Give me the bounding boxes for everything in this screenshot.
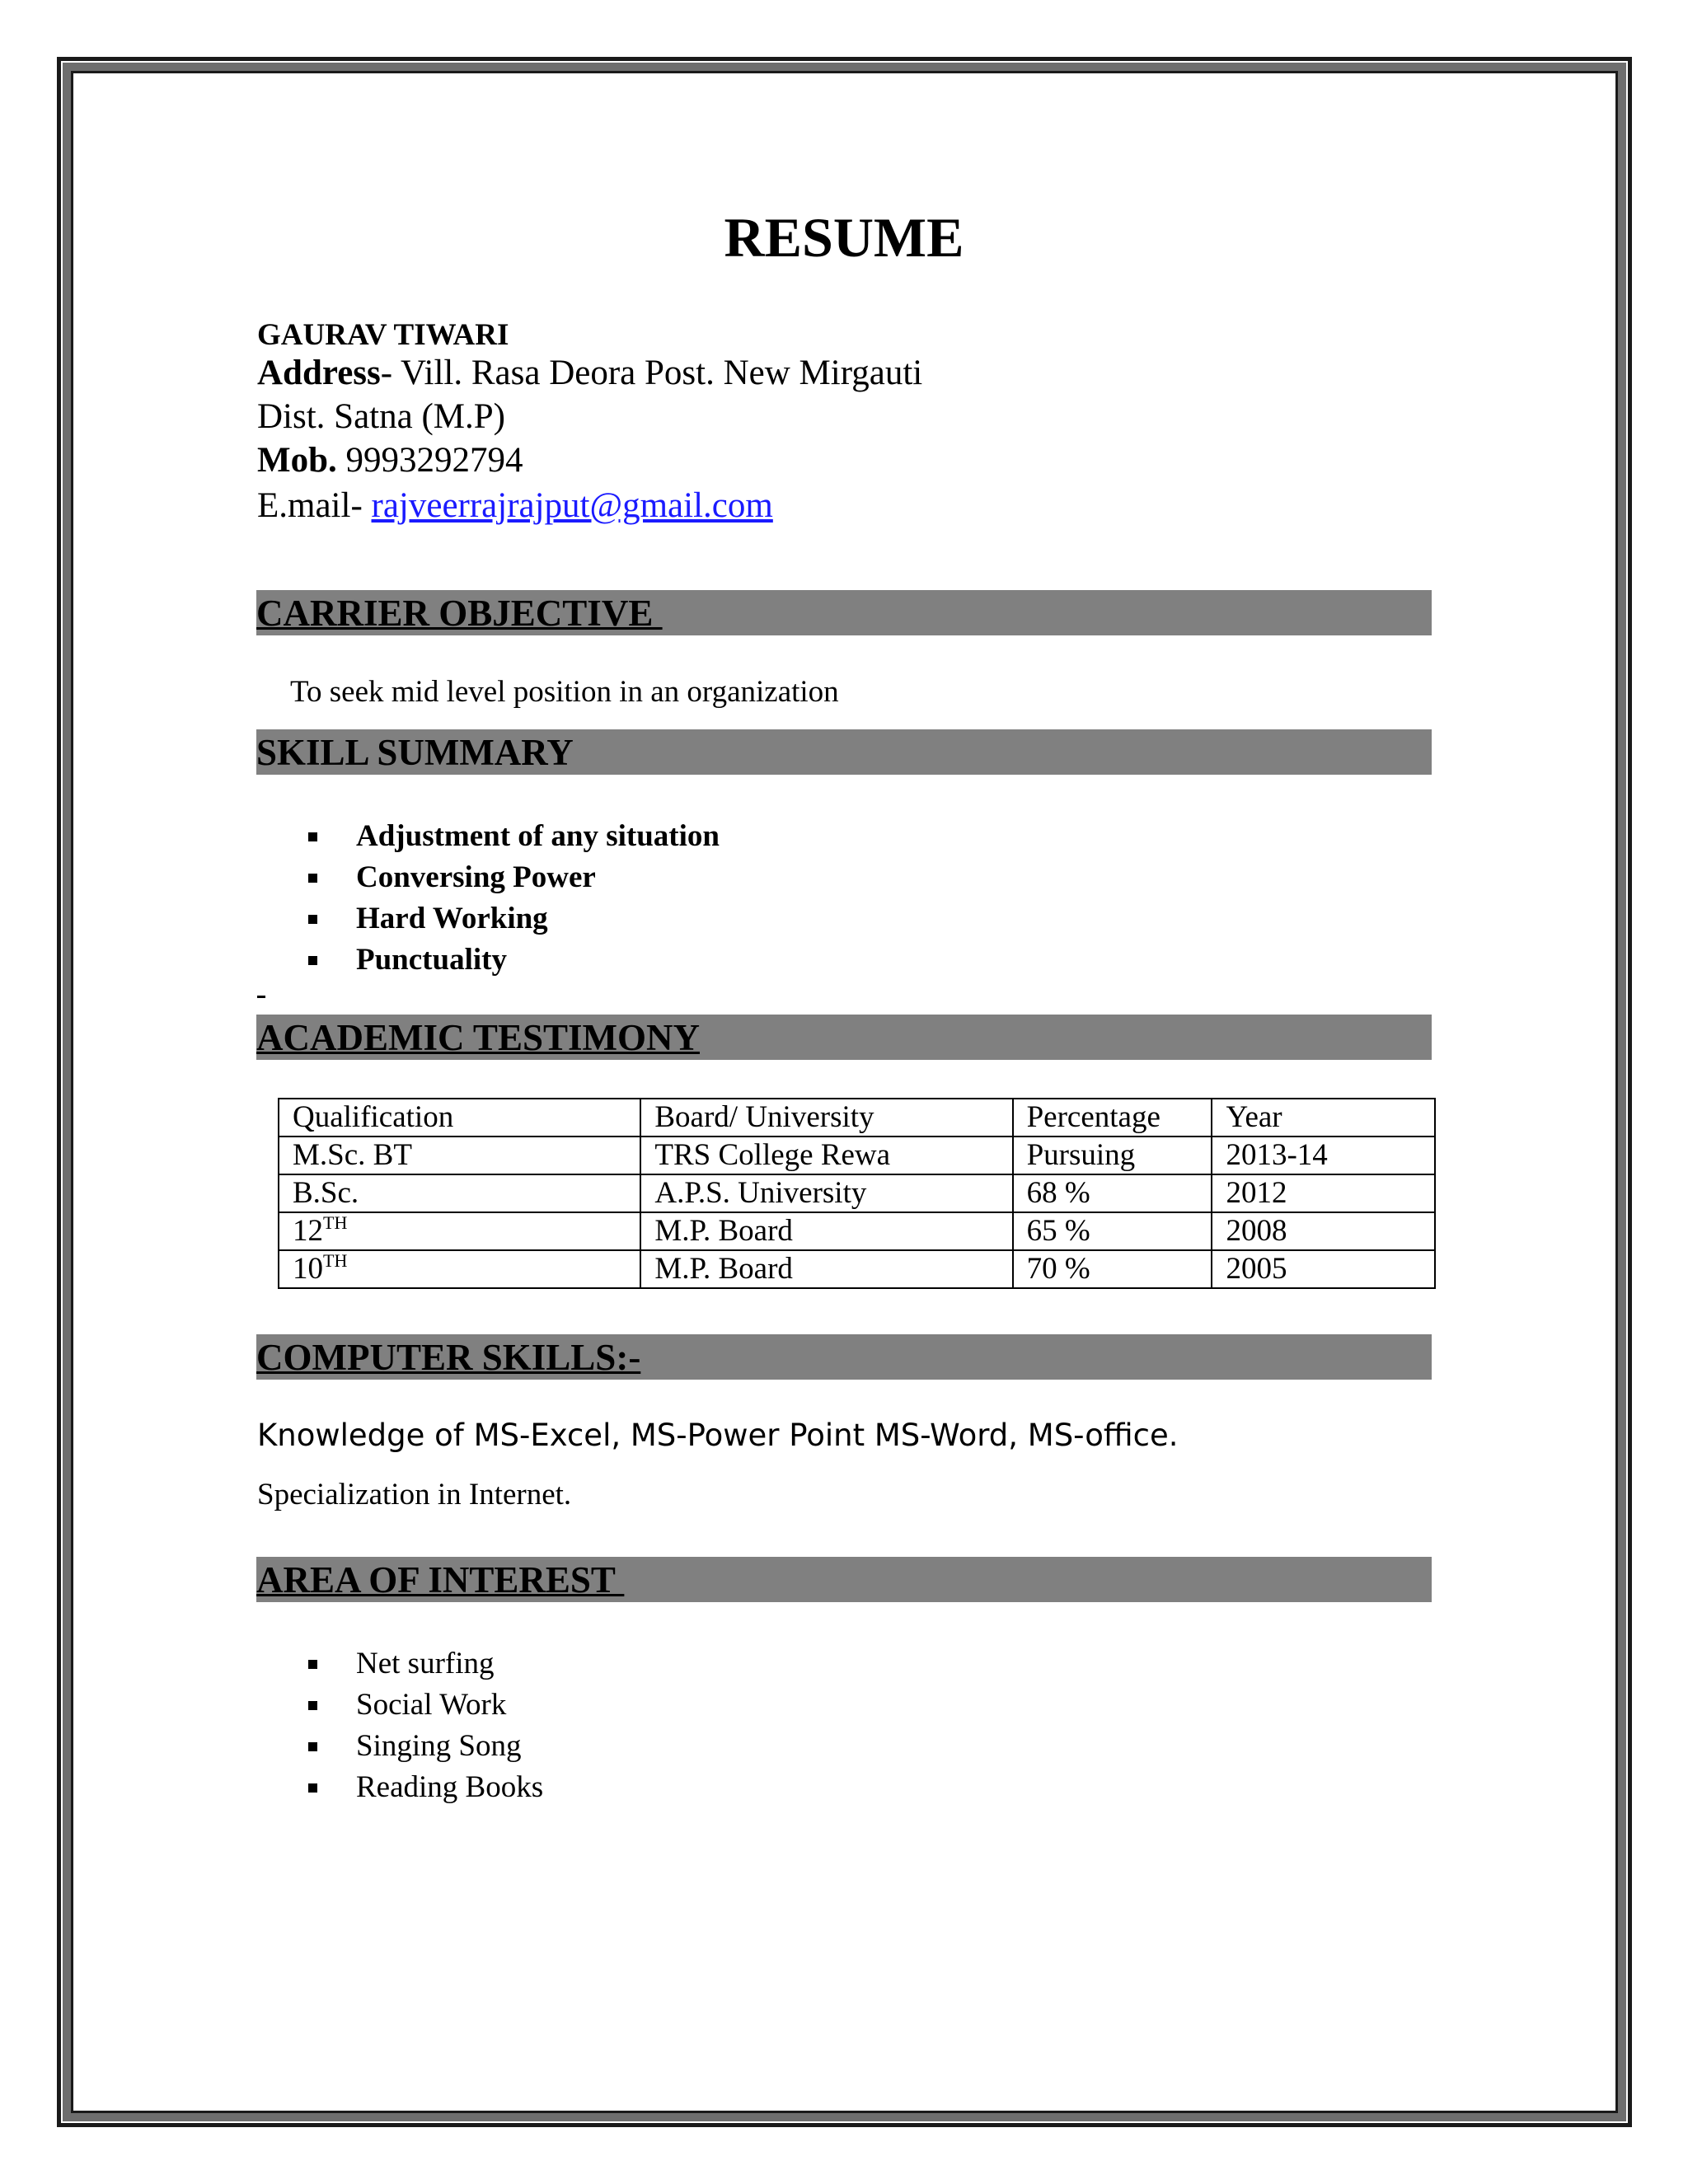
year-cell: 2008 — [1212, 1212, 1435, 1250]
board-cell: TRS College Rewa — [640, 1137, 1012, 1174]
skills-list — [307, 816, 720, 981]
email-line — [257, 485, 773, 527]
bullet-square-icon — [308, 874, 317, 883]
address-line-1 — [257, 353, 922, 394]
bullet-square-icon — [308, 832, 317, 841]
column-header: Percentage — [1013, 1099, 1212, 1137]
qualification-cell: 10TH — [279, 1250, 640, 1288]
computer-section-header — [256, 1334, 1432, 1380]
computer-skills-line: Knowledge of MS-Excel, MS-Power Point MS-Word, MS-office. — [257, 1418, 1179, 1453]
address-text: - Vill. Rasa Deora Post. New Mirgauti — [380, 354, 923, 392]
list-item: Punctuality — [307, 940, 720, 981]
qualification-cell: B.Sc. — [279, 1174, 640, 1212]
table-row — [279, 1250, 1435, 1288]
interest-list — [307, 1643, 543, 1808]
interest-section-header — [256, 1557, 1432, 1602]
list-item: Net surfing — [307, 1643, 543, 1685]
mobile-number: 9993292794 — [336, 441, 523, 480]
mobile-line — [257, 440, 523, 481]
table-row — [279, 1174, 1435, 1212]
skills-section-header — [256, 729, 1432, 775]
computer-specialization-line: Specialization in Internet. — [257, 1478, 572, 1511]
applicant-name: GAURAV TIWARI — [257, 318, 509, 352]
table-row — [279, 1137, 1435, 1174]
bullet-square-icon — [308, 1701, 317, 1710]
table-header-row — [279, 1099, 1435, 1137]
list-item: Hard Working — [307, 898, 720, 940]
list-item: Reading Books — [307, 1767, 543, 1808]
board-cell: M.P. Board — [640, 1250, 1012, 1288]
percentage-cell: 65 % — [1013, 1212, 1212, 1250]
stray-dash — [257, 996, 265, 998]
qualification-cell: M.Sc. BT — [279, 1137, 640, 1174]
interest-heading: AREA OF INTEREST — [256, 1559, 625, 1601]
list-item: Social Work — [307, 1685, 543, 1726]
column-header: Year — [1212, 1099, 1435, 1137]
bullet-square-icon — [308, 1742, 317, 1751]
address-line-2: Dist. Satna (M.P) — [257, 397, 505, 436]
list-item: Singing Song — [307, 1726, 543, 1767]
computer-heading: COMPUTER SKILLS:- — [256, 1337, 641, 1378]
bullet-square-icon — [308, 1783, 317, 1793]
percentage-cell: Pursuing — [1013, 1137, 1212, 1174]
column-header: Qualification — [279, 1099, 640, 1137]
objective-section-header — [256, 590, 1432, 635]
bullet-square-icon — [308, 915, 317, 924]
year-cell: 2005 — [1212, 1250, 1435, 1288]
table-row — [279, 1212, 1435, 1250]
percentage-cell: 70 % — [1013, 1250, 1212, 1288]
objective-heading: CARRIER OBJECTIVE — [256, 593, 663, 634]
percentage-cell: 68 % — [1013, 1174, 1212, 1212]
column-header: Board/ University — [640, 1099, 1012, 1137]
qualification-cell: 12TH — [279, 1212, 640, 1250]
address-label: Address — [257, 354, 381, 392]
board-cell: A.P.S. University — [640, 1174, 1012, 1212]
academic-section-header — [256, 1015, 1432, 1060]
academic-table — [278, 1098, 1436, 1289]
list-item: Conversing Power — [307, 857, 720, 898]
list-item: Adjustment of any situation — [307, 816, 720, 857]
bullet-square-icon — [308, 956, 317, 965]
board-cell: M.P. Board — [640, 1212, 1012, 1250]
email-link[interactable]: rajveerrajrajput@gmail.com — [371, 486, 773, 525]
year-cell: 2013-14 — [1212, 1137, 1435, 1174]
email-label: E.mail- — [257, 486, 372, 525]
objective-text: To seek mid level position in an organization — [290, 675, 839, 709]
year-cell: 2012 — [1212, 1174, 1435, 1212]
bullet-square-icon — [308, 1660, 317, 1669]
mobile-label: Mob. — [257, 441, 337, 480]
academic-heading: ACADEMIC TESTIMONY — [256, 1017, 700, 1058]
skills-heading: SKILL SUMMARY — [256, 732, 574, 773]
document-title: RESUME — [724, 206, 964, 269]
